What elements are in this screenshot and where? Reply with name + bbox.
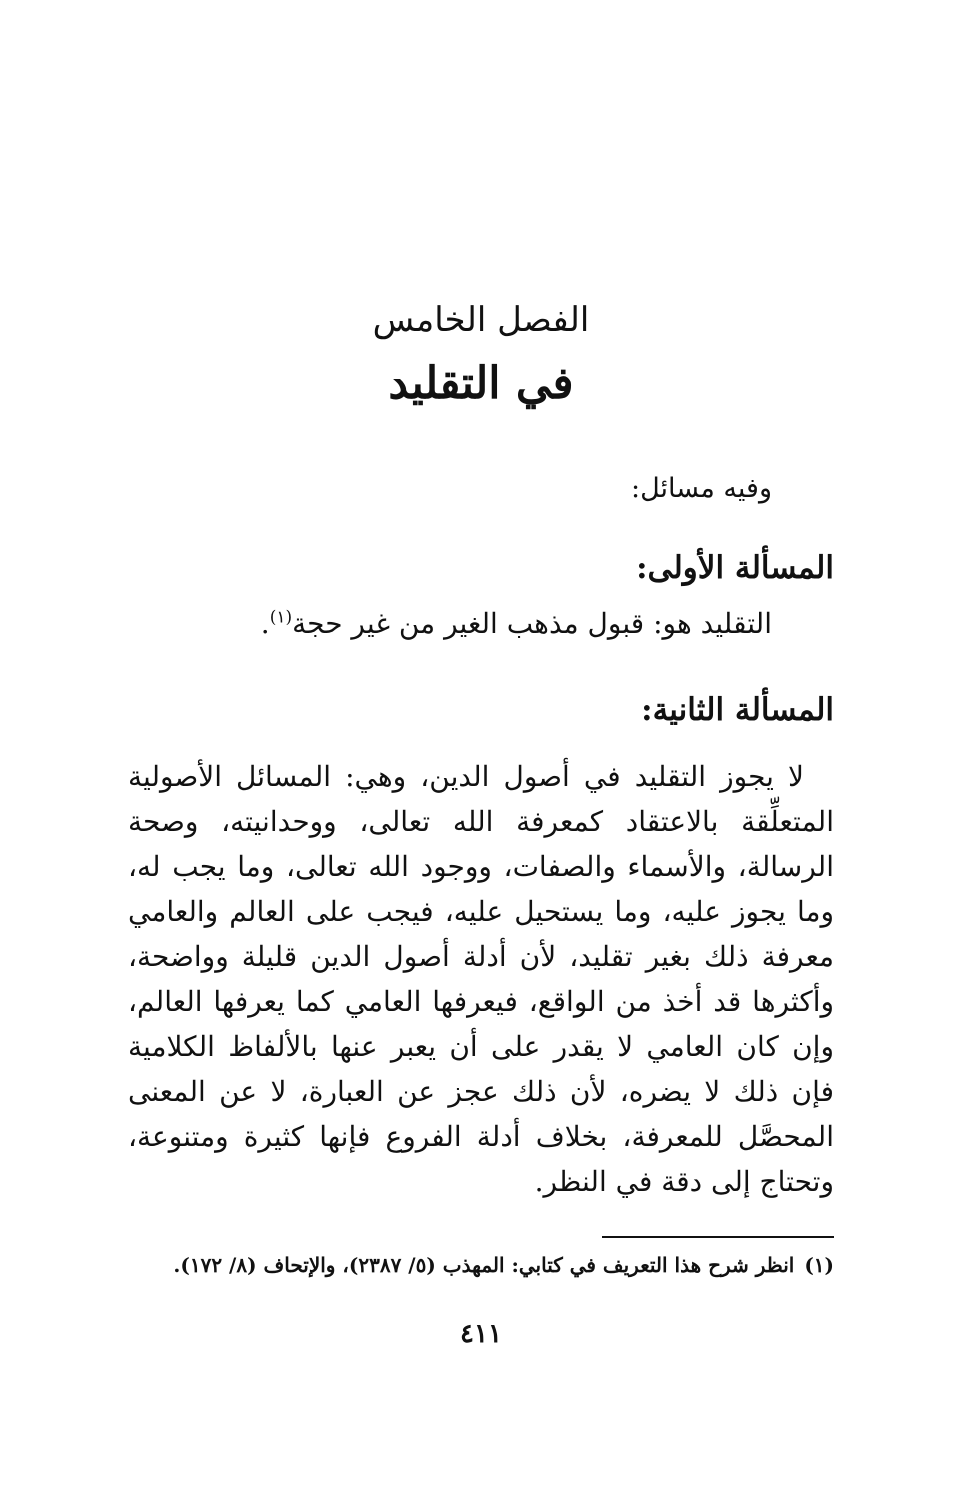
- intro-line: وفيه مسائل:: [631, 473, 772, 504]
- page-number: ٤١١: [460, 1319, 502, 1349]
- section-heading-first: المسألة الأولى:: [636, 550, 834, 586]
- footnote-marker[interactable]: (١): [269, 607, 293, 628]
- definition-end: .: [260, 607, 270, 640]
- chapter-title: في التقليد: [388, 358, 574, 409]
- section-heading-second: المسألة الثانية:: [641, 692, 834, 728]
- footnote: [128, 1250, 834, 1280]
- footnote-number: (١): [804, 1253, 834, 1277]
- body-paragraph: لا يجوز التقليد في أصول الدين، وهي: المسائل الأصولية المتعلِّقة بالاعتقاد كمعرفة الله تعالى، ووحدانيته، وصحة الرسالة، والأسماء والصفات، ووجود الله تعالى، وما يجب له، وما يجوز عليه، وما يستحيل عليه، فيجب على العالم والعامي معرفة ذلك بغير تقليد، لأن أدلة أصول الدين قليلة وواضحة، وأكثرها قد أخذ من الواقع، فيعرفها العامي كما يعرفها العالم، وإن كان العامي لا يقدر على أن يعبر عنها بالألفاظ الكلامية فإن ذلك لا يضره، لأن ذلك عجز عن العبارة، لا عن المعنى المحصَّل للمعرفة، بخلاف أدلة الفروع فإنها كثيرة ومتنوعة، وتحتاج إلى دقة في النظر.: [128, 760, 834, 1198]
- footnote-text: انظر شرح هذا التعريف في كتابي: المهذب (٥/ ٢٣٨٧)، والإتحاف (٨/ ١٧٢).: [173, 1253, 795, 1277]
- chapter-kicker: الفصل الخامس: [372, 300, 590, 340]
- definition-paragraph: [132, 604, 772, 643]
- footnote-separator: [602, 1236, 834, 1238]
- definition-text: التقليد هو: قبول مذهب الغير من غير حجة: [292, 607, 772, 640]
